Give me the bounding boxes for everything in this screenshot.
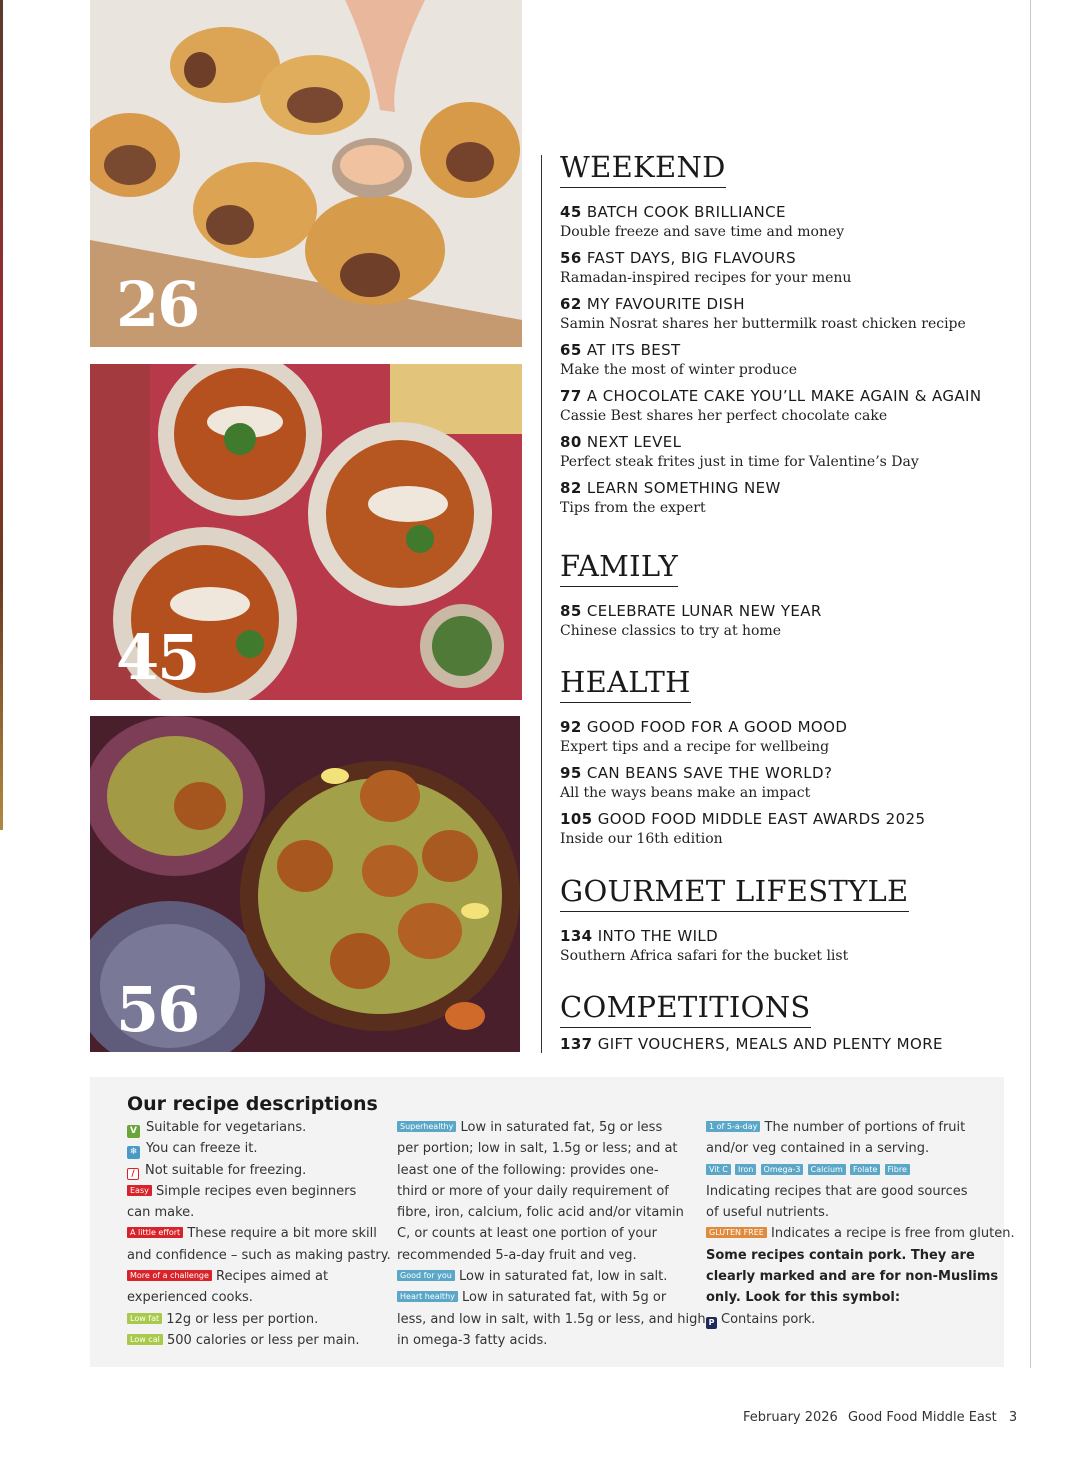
key-column-1 <box>127 1117 391 1351</box>
entry-subtitle: Ramadan-inspired recipes for your menu <box>560 270 852 286</box>
entry-title: GOOD FOOD MIDDLE EAST AWARDS 2025 <box>597 810 926 828</box>
entry-title: MY FAVOURITE DISH <box>586 295 745 313</box>
omega-3-badge: Omega-3 <box>761 1164 804 1175</box>
entry-title: CELEBRATE LUNAR NEW YEAR <box>586 602 822 620</box>
entry-title: GIFT VOUCHERS, MEALS AND PLENTY MORE <box>597 1035 943 1053</box>
key-text: 12g or less per portion. <box>166 1311 319 1327</box>
superhealthy-badge: Superhealthy <box>397 1121 456 1132</box>
entry-page: 65 <box>560 341 582 359</box>
key-text: and confidence – such as making pastry. <box>127 1247 391 1263</box>
vegetarian-icon: V <box>127 1125 140 1138</box>
key-text: and/or veg contained in a serving. <box>706 1141 930 1157</box>
entry-page: 45 <box>560 203 582 221</box>
entry-page: 62 <box>560 295 582 313</box>
entry-page: 95 <box>560 764 582 782</box>
footer-magazine: Good Food Middle East <box>847 1410 997 1425</box>
pork-note: clearly marked and are for non-Muslims <box>706 1269 999 1285</box>
contents-entry[interactable] <box>560 386 982 426</box>
photo-page-number: 26 <box>116 268 199 341</box>
contents-entry[interactable] <box>560 248 982 288</box>
footer-issue: February 2026 <box>743 1410 838 1425</box>
section-title: COMPETITIONS <box>560 990 811 1028</box>
key-text: Indicates a recipe is free from gluten. <box>771 1226 1015 1242</box>
key-text: Low in saturated fat, low in salt. <box>459 1269 668 1285</box>
calcium-badge: Calcium <box>808 1164 846 1175</box>
entry-title: BATCH COOK BRILLIANCE <box>586 203 786 221</box>
photo-page-number: 45 <box>116 621 199 694</box>
section-weekend <box>560 150 982 518</box>
section-title: HEALTH <box>560 665 691 703</box>
entry-page: 105 <box>560 810 593 828</box>
photo-chicken-rice <box>90 716 520 1052</box>
entry-subtitle: Make the most of winter produce <box>560 362 798 378</box>
key-column-2 <box>397 1117 706 1351</box>
key-text: of useful nutrients. <box>706 1205 830 1221</box>
section-title: WEEKEND <box>560 150 726 188</box>
photo-lentil-soup <box>90 364 522 700</box>
low-fat-badge: Low fat <box>127 1313 162 1324</box>
contents-entry[interactable] <box>560 478 982 518</box>
entry-page: 134 <box>560 927 593 945</box>
entry-title: INTO THE WILD <box>597 927 719 945</box>
entry-subtitle: Chinese classics to try at home <box>560 623 782 639</box>
key-text: fibre, iron, calcium, folic acid and/or vitamin <box>397 1205 684 1221</box>
entry-subtitle: Double freeze and save time and money <box>560 224 845 240</box>
iron-badge: Iron <box>735 1164 756 1175</box>
photo-sausage-rolls <box>90 0 522 347</box>
entry-page: 82 <box>560 479 582 497</box>
entry-title: NEXT LEVEL <box>586 433 682 451</box>
key-text: Recipes aimed at <box>216 1269 329 1285</box>
folate-badge: Folate <box>850 1164 880 1175</box>
section-gourmet-lifestyle <box>560 874 909 966</box>
entry-title: CAN BEANS SAVE THE WORLD? <box>586 764 833 782</box>
key-column-3 <box>706 1117 1015 1330</box>
key-text: Low in saturated fat, 5g or less <box>460 1120 663 1135</box>
entry-subtitle: Cassie Best shares her perfect chocolate cake <box>560 408 888 424</box>
contents-divider <box>541 155 542 1053</box>
key-text: third or more of your daily requirement of <box>397 1183 669 1199</box>
pork-icon: P <box>706 1317 717 1329</box>
previous-page-edge <box>0 0 3 830</box>
key-text: Low in saturated fat, with 5g or <box>462 1290 667 1306</box>
section-competitions <box>560 990 943 1054</box>
entry-title: LEARN SOMETHING NEW <box>586 479 781 497</box>
low-cal-badge: Low cal <box>127 1334 163 1345</box>
key-text: Simple recipes even beginners <box>156 1183 357 1199</box>
page-gutter-rule <box>1030 0 1031 1368</box>
entry-page: 85 <box>560 602 582 620</box>
contents-entry[interactable] <box>560 432 982 472</box>
section-title: GOURMET LIFESTYLE <box>560 874 909 912</box>
contents-entry[interactable] <box>560 601 822 641</box>
pork-note: Some recipes contain pork. They are <box>706 1247 975 1263</box>
contents-entry[interactable] <box>560 809 925 849</box>
pork-note: only. Look for this symbol: <box>706 1290 901 1306</box>
contents-entry[interactable] <box>560 294 982 334</box>
five-a-day-badge: 1 of 5-a-day <box>706 1121 760 1132</box>
entry-subtitle: Southern Africa safari for the bucket list <box>560 948 849 964</box>
section-title: FAMILY <box>560 549 678 587</box>
key-text: C, or counts at least one portion of your <box>397 1226 657 1242</box>
easy-badge: Easy <box>127 1185 152 1196</box>
contents-entry[interactable] <box>560 926 909 966</box>
key-text: less, and low in salt, with 1.5g or less, and high <box>397 1311 706 1327</box>
key-text: experienced cooks. <box>127 1290 253 1306</box>
entry-subtitle: All the ways beans make an impact <box>560 785 811 801</box>
entry-title: GOOD FOOD FOR A GOOD MOOD <box>586 718 848 736</box>
heart-healthy-badge: Heart healthy <box>397 1291 458 1302</box>
good-for-you-badge: Good for you <box>397 1270 455 1281</box>
entry-subtitle: Inside our 16th edition <box>560 831 723 847</box>
vit-c-badge: Vit C <box>706 1164 731 1175</box>
entry-page: 92 <box>560 718 582 736</box>
recipe-descriptions-box <box>90 1077 1015 1367</box>
entry-page: 77 <box>560 387 582 405</box>
entry-title: A CHOCOLATE CAKE YOU’LL MAKE AGAIN & AGAIN <box>586 387 982 405</box>
key-text: The number of portions of fruit <box>764 1120 966 1135</box>
no-freeze-icon: / <box>127 1168 139 1180</box>
page-footer <box>743 1410 1017 1425</box>
entry-title: AT ITS BEST <box>586 341 681 359</box>
contents-entry[interactable] <box>560 202 982 242</box>
entry-page: 137 <box>560 1035 593 1053</box>
section-health <box>560 665 925 849</box>
entry-title: FAST DAYS, BIG FLAVOURS <box>586 249 797 267</box>
key-text: Suitable for vegetarians. <box>146 1120 307 1135</box>
key-text: 500 calories or less per main. <box>166 1332 360 1348</box>
contents-entry[interactable] <box>560 717 925 757</box>
challenge-badge: More of a challenge <box>127 1270 212 1281</box>
entry-page: 80 <box>560 433 582 451</box>
entry-subtitle: Perfect steak frites just in time for Valentine’s Day <box>560 454 919 470</box>
key-text: per portion; low in salt, 1.5g or less; and at <box>397 1141 678 1157</box>
footer-page-number: 3 <box>1008 1410 1018 1425</box>
contents-entry[interactable] <box>560 340 982 380</box>
fibre-badge: Fibre <box>885 1164 910 1175</box>
contents-entry[interactable] <box>560 763 925 803</box>
snowflake-icon: ❄ <box>127 1146 140 1159</box>
key-text: can make. <box>127 1205 195 1221</box>
entry-subtitle: Samin Nosrat shares her buttermilk roast chicken recipe <box>560 316 966 332</box>
key-text: recommended 5-a-day fruit and veg. <box>397 1247 637 1263</box>
key-text: These require a bit more skill <box>187 1226 377 1242</box>
entry-subtitle: Expert tips and a recipe for wellbeing <box>560 739 830 755</box>
little-effort-badge: A little effort <box>127 1227 183 1238</box>
section-family <box>560 549 822 641</box>
key-text: in omega-3 fatty acids. <box>397 1332 548 1348</box>
gluten-free-badge: GLUTEN FREE <box>706 1227 767 1238</box>
entry-page: 56 <box>560 249 582 267</box>
key-text: You can freeze it. <box>146 1141 258 1157</box>
key-text: Indicating recipes that are good sources <box>706 1183 968 1199</box>
contents-entry[interactable] <box>560 1034 943 1054</box>
key-text: least one of the following: provides one- <box>397 1162 659 1178</box>
key-text: Not suitable for freezing. <box>145 1162 307 1178</box>
recipe-descriptions-title: Our recipe descriptions <box>127 1093 378 1115</box>
entry-subtitle: Tips from the expert <box>560 500 706 516</box>
photo-page-number: 56 <box>116 973 199 1046</box>
key-text: Contains pork. <box>721 1311 816 1327</box>
